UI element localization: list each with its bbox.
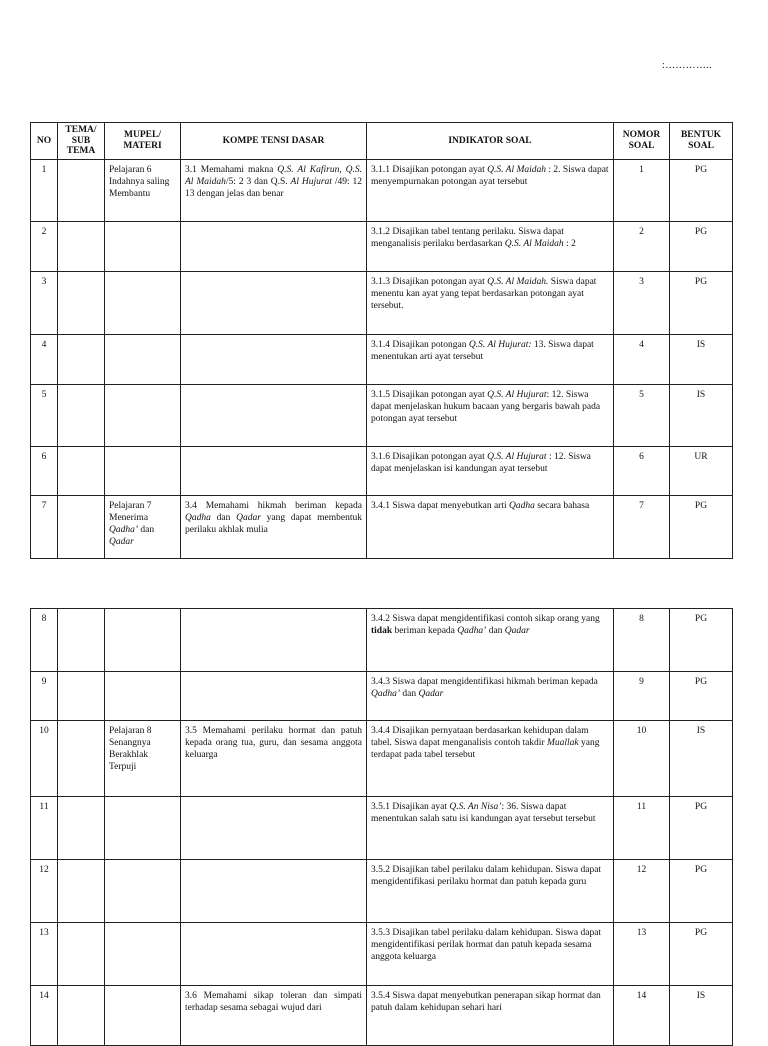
cell-tema (58, 860, 105, 923)
cell-mupel (105, 334, 181, 384)
cell-indikator: 3.4.2 Siswa dapat mengidentifikasi contoh sikap orang yang tidak beriman kepada Qadha’ dan Qadar (367, 609, 614, 672)
cell-kompetensi: 3.5 Memahami perilaku hormat dan patuh kepada orang tua, guru, dan sesama anggota keluarga (181, 721, 367, 797)
cell-tema (58, 221, 105, 271)
cell-no: 11 (31, 797, 58, 860)
cell-tema (58, 672, 105, 721)
table-row (31, 860, 733, 923)
cell-no: 14 (31, 986, 58, 1046)
cell-kompetensi (181, 609, 367, 672)
col-header-nomor: NOMOR SOAL (614, 123, 670, 160)
cell-no: 12 (31, 860, 58, 923)
cell-tema (58, 159, 105, 221)
table-row (31, 609, 733, 672)
cell-indikator: 3.1.5 Disajikan potongan ayat Q.S. Al Hujurat: 12. Siswa dapat menjelaskan hukum bacaan yang bergaris bawah pada potongan ayat tersebut (367, 384, 614, 446)
cell-kompetensi (181, 334, 367, 384)
cell-tema (58, 721, 105, 797)
cell-mupel (105, 446, 181, 495)
cell-kompetensi (181, 860, 367, 923)
table-row (31, 923, 733, 986)
cell-nomor: 8 (614, 609, 670, 672)
cell-kompetensi (181, 384, 367, 446)
cell-bentuk: IS (670, 334, 733, 384)
table-row (31, 271, 733, 334)
cell-tema (58, 923, 105, 986)
kisi-kisi-table-2 (30, 608, 733, 1046)
cell-no: 4 (31, 334, 58, 384)
table-row (31, 495, 733, 558)
table-row (31, 986, 733, 1046)
cell-indikator: 3.1.2 Disajikan tabel tentang perilaku. Siswa dapat menganalisis perilaku berdasarkan Q.S. Al Maidah : 2 (367, 221, 614, 271)
cell-no: 7 (31, 495, 58, 558)
cell-mupel: Pelajaran 6 Indahnya saling Membantu (105, 159, 181, 221)
cell-no: 6 (31, 446, 58, 495)
cell-indikator: 3.1.3 Disajikan potongan ayat Q.S. Al Maidah. Siswa dapat menentu kan ayat yang tepat berdasarkan potongan ayat tersebut. (367, 271, 614, 334)
cell-no: 13 (31, 923, 58, 986)
cell-bentuk: IS (670, 986, 733, 1046)
cell-bentuk: PG (670, 797, 733, 860)
cell-mupel (105, 609, 181, 672)
table-2-body (31, 609, 733, 1046)
cell-mupel (105, 860, 181, 923)
cell-mupel (105, 923, 181, 986)
cell-no: 2 (31, 221, 58, 271)
cell-nomor: 7 (614, 495, 670, 558)
kisi-kisi-table-1 (30, 122, 733, 559)
cell-kompetensi (181, 923, 367, 986)
cell-bentuk: IS (670, 384, 733, 446)
cell-bentuk: PG (670, 271, 733, 334)
cell-tema (58, 446, 105, 495)
cell-mupel (105, 797, 181, 860)
cell-mupel (105, 986, 181, 1046)
cell-nomor: 5 (614, 384, 670, 446)
cell-mupel (105, 384, 181, 446)
table-row (31, 446, 733, 495)
cell-no: 1 (31, 159, 58, 221)
cell-bentuk: PG (670, 672, 733, 721)
cell-indikator: 3.1.1 Disajikan potongan ayat Q.S. Al Maidah : 2. Siswa dapat menyempurnakan potongan ayat tersebut (367, 159, 614, 221)
cell-tema (58, 797, 105, 860)
cell-kompetensi: 3.1 Memahami makna Q.S. Al Kafirun, Q.S. Al Maidah/5: 2 3 dan Q.S. Al Hujurat /49: 12 13 dengan jelas dan benar (181, 159, 367, 221)
cell-kompetensi (181, 797, 367, 860)
cell-indikator: 3.5.1 Disajikan ayat Q.S. An Nisa’: 36. Siswa dapat menentukan salah satu isi kandungan ayat tersebut tersebut (367, 797, 614, 860)
cell-indikator: 3.5.3 Disajikan tabel perilaku dalam kehidupan. Siswa dapat mengidentifikasi perilak hormat dan patuh kepada sesama anggota keluarga (367, 923, 614, 986)
cell-mupel (105, 221, 181, 271)
cell-mupel (105, 271, 181, 334)
cell-indikator: 3.4.3 Siswa dapat mengidentifikasi hikmah beriman kepada Qadha’ dan Qadar (367, 672, 614, 721)
cell-tema (58, 986, 105, 1046)
cell-bentuk: PG (670, 159, 733, 221)
cell-nomor: 3 (614, 271, 670, 334)
cell-kompetensi (181, 446, 367, 495)
cell-bentuk: PG (670, 495, 733, 558)
cell-bentuk: UR (670, 446, 733, 495)
cell-indikator: 3.4.4 Disajikan pernyataan berdasarkan kehidupan dalam tabel. Siswa dapat menganalisis contoh takdir Muallak yang terdapat pada tabel tersebut (367, 721, 614, 797)
col-header-no: NO (31, 123, 58, 160)
cell-bentuk: PG (670, 221, 733, 271)
cell-kompetensi (181, 271, 367, 334)
col-header-kompetensi: KOMPE TENSI DASAR (181, 123, 367, 160)
col-header-bentuk: BENTUK SOAL (670, 123, 733, 160)
cell-indikator: 3.1.4 Disajikan potongan Q.S. Al Hujurat: 13. Siswa dapat menentukan arti ayat tersebut (367, 334, 614, 384)
cell-bentuk: IS (670, 721, 733, 797)
cell-indikator: 3.5.2 Disajikan tabel perilaku dalam kehidupan. Siswa dapat mengidentifikasi perilaku hormat dan patuh kepada guru (367, 860, 614, 923)
cell-kompetensi: 3.6 Memahami sikap toleran dan simpati terhadap sesama sebagai wujud dari (181, 986, 367, 1046)
cell-no: 8 (31, 609, 58, 672)
cell-tema (58, 334, 105, 384)
table-row (31, 721, 733, 797)
table-row (31, 384, 733, 446)
table-row (31, 797, 733, 860)
col-header-tema: TEMA/ SUB TEMA (58, 123, 105, 160)
cell-mupel: Pelajaran 7 Menerima Qadha’ dan Qadar (105, 495, 181, 558)
cell-nomor: 9 (614, 672, 670, 721)
cell-nomor: 10 (614, 721, 670, 797)
cell-nomor: 11 (614, 797, 670, 860)
cell-tema (58, 384, 105, 446)
table-row (31, 159, 733, 221)
cell-bentuk: PG (670, 923, 733, 986)
cell-kompetensi (181, 672, 367, 721)
cell-mupel: Pelajaran 8 Senangnya Berakhlak Terpuji (105, 721, 181, 797)
col-header-mupel: MUPEL/ MATERI (105, 123, 181, 160)
cell-nomor: 4 (614, 334, 670, 384)
cell-indikator: 3.4.1 Siswa dapat menyebutkan arti Qadha secara bahasa (367, 495, 614, 558)
cell-no: 3 (31, 271, 58, 334)
table-row (31, 672, 733, 721)
cell-indikator: 3.5.4 Siswa dapat menyebutkan penerapan sikap hormat dan patuh dalam kehidupan sehari hari (367, 986, 614, 1046)
cell-tema (58, 271, 105, 334)
cell-no: 9 (31, 672, 58, 721)
table-row (31, 334, 733, 384)
cell-nomor: 1 (614, 159, 670, 221)
cell-tema (58, 495, 105, 558)
cell-tema (58, 609, 105, 672)
cell-bentuk: PG (670, 860, 733, 923)
table-row (31, 221, 733, 271)
cell-no: 10 (31, 721, 58, 797)
table-1-body (31, 159, 733, 558)
cell-kompetensi: 3.4 Memahami hikmah beriman kepada Qadha dan Qadar yang dapat membentuk perilaku akhlak mulia (181, 495, 367, 558)
cell-nomor: 2 (614, 221, 670, 271)
cell-indikator: 3.1.6 Disajikan potongan ayat Q.S. Al Hujurat : 12. Siswa dapat menjelaskan isi kandungan ayat tersebut (367, 446, 614, 495)
cell-nomor: 12 (614, 860, 670, 923)
col-header-indikator: INDIKATOR SOAL (367, 123, 614, 160)
cell-nomor: 14 (614, 986, 670, 1046)
cell-nomor: 13 (614, 923, 670, 986)
header-mark: :………….. (662, 60, 712, 71)
cell-bentuk: PG (670, 609, 733, 672)
cell-nomor: 6 (614, 446, 670, 495)
cell-mupel (105, 672, 181, 721)
cell-no: 5 (31, 384, 58, 446)
cell-kompetensi (181, 221, 367, 271)
